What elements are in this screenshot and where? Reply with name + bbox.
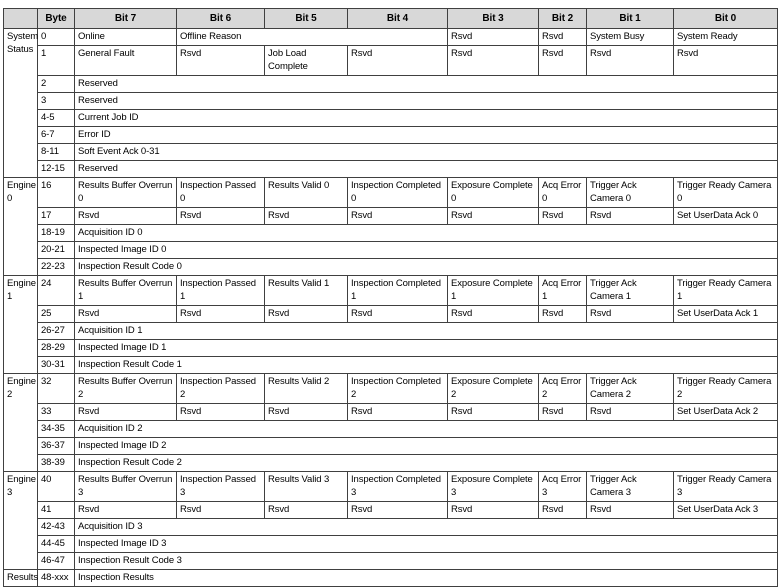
byte-cell: 44-45 xyxy=(38,536,75,553)
table-row xyxy=(4,502,778,519)
merged-cell: Reserved xyxy=(75,161,778,178)
merged-cell: Inspection Result Code 3 xyxy=(75,553,778,570)
bit-cell: Set UserData Ack 2 xyxy=(674,404,778,421)
bit-cell: Rsvd xyxy=(265,502,348,519)
bit-cell: Rsvd xyxy=(539,46,587,76)
bit-cell: Acq Error 2 xyxy=(539,374,587,404)
bit-cell: Exposure Complete 1 xyxy=(448,276,539,306)
table-row xyxy=(4,421,778,438)
register-map-table xyxy=(3,8,778,587)
table-row xyxy=(4,144,778,161)
group-cell: Results xyxy=(4,570,38,587)
bit-cell: Rsvd xyxy=(177,502,265,519)
table-row xyxy=(4,374,778,404)
bit-cell: Trigger Ack Camera 1 xyxy=(587,276,674,306)
merged-cell: Inspected Image ID 0 xyxy=(75,242,778,259)
group-cell: Engine 0 xyxy=(4,178,38,276)
byte-cell: 30-31 xyxy=(38,357,75,374)
table-row xyxy=(4,76,778,93)
table-row xyxy=(4,178,778,208)
bit-cell: Results Valid 3 xyxy=(265,472,348,502)
merged-cell: Current Job ID xyxy=(75,110,778,127)
table-row xyxy=(4,357,778,374)
byte-cell: 42-43 xyxy=(38,519,75,536)
byte-cell: 6-7 xyxy=(38,127,75,144)
merged-cell: Acquisition ID 0 xyxy=(75,225,778,242)
bit-cell: Rsvd xyxy=(448,502,539,519)
bit-cell: Acq Error 3 xyxy=(539,472,587,502)
byte-cell: 20-21 xyxy=(38,242,75,259)
bit-cell: Set UserData Ack 3 xyxy=(674,502,778,519)
bit-cell: Inspection Passed 3 xyxy=(177,472,265,502)
bit-cell: Results Buffer Overrun 1 xyxy=(75,276,177,306)
bit-cell: Rsvd xyxy=(265,306,348,323)
table-row xyxy=(4,46,778,76)
column-header: Bit 5 xyxy=(265,9,348,29)
table-row xyxy=(4,519,778,536)
bit-cell: Inspection Passed 1 xyxy=(177,276,265,306)
bit-cell: Rsvd xyxy=(348,208,448,225)
bit-cell: Rsvd xyxy=(177,404,265,421)
bit-cell: Rsvd xyxy=(177,306,265,323)
bit-cell: Job Load Complete xyxy=(265,46,348,76)
table-row xyxy=(4,455,778,472)
table-row xyxy=(4,323,778,340)
bit-cell: Inspection Completed 1 xyxy=(348,276,448,306)
merged-cell: Inspection Result Code 2 xyxy=(75,455,778,472)
column-header: Bit 1 xyxy=(587,9,674,29)
table-row xyxy=(4,29,778,46)
bit-cell: Rsvd xyxy=(539,404,587,421)
column-header: Bit 4 xyxy=(348,9,448,29)
byte-cell: 34-35 xyxy=(38,421,75,438)
bit-cell: Inspection Completed 2 xyxy=(348,374,448,404)
table-row xyxy=(4,208,778,225)
bit-cell: Exposure Complete 2 xyxy=(448,374,539,404)
table-row xyxy=(4,536,778,553)
byte-cell: 17 xyxy=(38,208,75,225)
bit-cell: Trigger Ack Camera 2 xyxy=(587,374,674,404)
table-row xyxy=(4,553,778,570)
byte-cell: 36-37 xyxy=(38,438,75,455)
table-row xyxy=(4,438,778,455)
bit-cell: Online xyxy=(75,29,177,46)
bit-cell: System Busy xyxy=(587,29,674,46)
bit-cell: Rsvd xyxy=(177,208,265,225)
column-header: Bit 2 xyxy=(539,9,587,29)
bit-cell: Results Valid 1 xyxy=(265,276,348,306)
bit-cell: Acq Error 0 xyxy=(539,178,587,208)
table-row xyxy=(4,340,778,357)
group-cell: System Status xyxy=(4,29,38,178)
byte-cell: 32 xyxy=(38,374,75,404)
bit-cell: Trigger Ack Camera 3 xyxy=(587,472,674,502)
bit-cell: Inspection Passed 0 xyxy=(177,178,265,208)
column-header: Bit 7 xyxy=(75,9,177,29)
bit-cell: Rsvd xyxy=(265,208,348,225)
byte-cell: 4-5 xyxy=(38,110,75,127)
byte-cell: 12-15 xyxy=(38,161,75,178)
bit-cell: Rsvd xyxy=(75,502,177,519)
bit-cell: Rsvd xyxy=(587,306,674,323)
byte-cell: 25 xyxy=(38,306,75,323)
bit-cell: Rsvd xyxy=(448,306,539,323)
bit-cell: Rsvd xyxy=(448,208,539,225)
bit-cell: Results Valid 2 xyxy=(265,374,348,404)
column-header: Bit 3 xyxy=(448,9,539,29)
bit-cell: Acq Error 1 xyxy=(539,276,587,306)
bit-cell: Set UserData Ack 1 xyxy=(674,306,778,323)
bit-cell: Rsvd xyxy=(348,306,448,323)
bit-cell: Rsvd xyxy=(348,404,448,421)
table-row xyxy=(4,306,778,323)
bit-cell: Rsvd xyxy=(539,502,587,519)
byte-cell: 1 xyxy=(38,46,75,76)
bit-cell: Rsvd xyxy=(674,46,778,76)
table-row xyxy=(4,472,778,502)
merged-cell: Acquisition ID 3 xyxy=(75,519,778,536)
group-cell: Engine 2 xyxy=(4,374,38,472)
bit-cell: Trigger Ready Camera 3 xyxy=(674,472,778,502)
merged-cell: Inspected Image ID 3 xyxy=(75,536,778,553)
merged-cell: Inspection Result Code 0 xyxy=(75,259,778,276)
bit-cell: Rsvd xyxy=(587,208,674,225)
group-cell: Engine 1 xyxy=(4,276,38,374)
bit-cell: Rsvd xyxy=(448,29,539,46)
byte-cell: 48-xxx xyxy=(38,570,75,587)
bit-cell: General Fault xyxy=(75,46,177,76)
bit-cell: Rsvd xyxy=(75,306,177,323)
table-row xyxy=(4,276,778,306)
bit-cell: Inspection Completed 0 xyxy=(348,178,448,208)
bit-cell: Exposure Complete 3 xyxy=(448,472,539,502)
table-row xyxy=(4,110,778,127)
bit-cell: Rsvd xyxy=(75,208,177,225)
merged-cell: Acquisition ID 2 xyxy=(75,421,778,438)
column-header: Bit 0 xyxy=(674,9,778,29)
merged-cell: Acquisition ID 1 xyxy=(75,323,778,340)
table-row xyxy=(4,127,778,144)
bit-cell: Trigger Ready Camera 1 xyxy=(674,276,778,306)
bit-cell: Rsvd xyxy=(348,46,448,76)
bit-cell: Rsvd xyxy=(348,502,448,519)
byte-cell: 0 xyxy=(38,29,75,46)
bit-cell: Offline Reason xyxy=(177,29,448,46)
bit-cell: Rsvd xyxy=(587,502,674,519)
bit-cell: Trigger Ready Camera 0 xyxy=(674,178,778,208)
merged-cell: Inspected Image ID 2 xyxy=(75,438,778,455)
bit-cell: Exposure Complete 0 xyxy=(448,178,539,208)
table-row xyxy=(4,161,778,178)
table-row xyxy=(4,242,778,259)
byte-cell: 8-11 xyxy=(38,144,75,161)
byte-cell: 3 xyxy=(38,93,75,110)
byte-cell: 26-27 xyxy=(38,323,75,340)
bit-cell: Trigger Ready Camera 2 xyxy=(674,374,778,404)
merged-cell: Reserved xyxy=(75,93,778,110)
merged-cell: Error ID xyxy=(75,127,778,144)
byte-cell: 18-19 xyxy=(38,225,75,242)
bit-cell: Results Buffer Overrun 3 xyxy=(75,472,177,502)
merged-cell: Soft Event Ack 0-31 xyxy=(75,144,778,161)
bit-cell: Rsvd xyxy=(448,46,539,76)
bit-cell: Rsvd xyxy=(177,46,265,76)
bit-cell: Set UserData Ack 0 xyxy=(674,208,778,225)
group-cell: Engine 3 xyxy=(4,472,38,570)
bit-cell: Inspection Completed 3 xyxy=(348,472,448,502)
table-header xyxy=(4,9,778,29)
table-row xyxy=(4,93,778,110)
bit-cell: Rsvd xyxy=(587,46,674,76)
byte-cell: 16 xyxy=(38,178,75,208)
bit-cell: Results Buffer Overrun 0 xyxy=(75,178,177,208)
byte-cell: 40 xyxy=(38,472,75,502)
bit-cell: Rsvd xyxy=(539,29,587,46)
byte-cell: 46-47 xyxy=(38,553,75,570)
bit-cell: Rsvd xyxy=(539,306,587,323)
column-header: Bit 6 xyxy=(177,9,265,29)
byte-cell: 2 xyxy=(38,76,75,93)
bit-cell: Trigger Ack Camera 0 xyxy=(587,178,674,208)
bit-cell: Rsvd xyxy=(587,404,674,421)
bit-cell: Rsvd xyxy=(265,404,348,421)
merged-cell: Inspection Result Code 1 xyxy=(75,357,778,374)
table-row xyxy=(4,259,778,276)
bit-cell: System Ready xyxy=(674,29,778,46)
byte-cell: 24 xyxy=(38,276,75,306)
merged-cell: Inspected Image ID 1 xyxy=(75,340,778,357)
bit-cell: Results Valid 0 xyxy=(265,178,348,208)
table-row xyxy=(4,225,778,242)
bit-cell: Rsvd xyxy=(75,404,177,421)
byte-cell: 33 xyxy=(38,404,75,421)
corner-header-cell xyxy=(4,9,38,29)
byte-cell: 28-29 xyxy=(38,340,75,357)
table-row xyxy=(4,570,778,587)
bit-cell: Results Buffer Overrun 2 xyxy=(75,374,177,404)
bit-cell: Inspection Passed 2 xyxy=(177,374,265,404)
byte-cell: 38-39 xyxy=(38,455,75,472)
table-body xyxy=(4,29,778,587)
byte-cell: 22-23 xyxy=(38,259,75,276)
bit-cell: Rsvd xyxy=(539,208,587,225)
byte-cell: 41 xyxy=(38,502,75,519)
bit-cell: Rsvd xyxy=(448,404,539,421)
column-header: Byte xyxy=(38,9,75,29)
merged-cell: Inspection Results xyxy=(75,570,778,587)
merged-cell: Reserved xyxy=(75,76,778,93)
table-row xyxy=(4,404,778,421)
